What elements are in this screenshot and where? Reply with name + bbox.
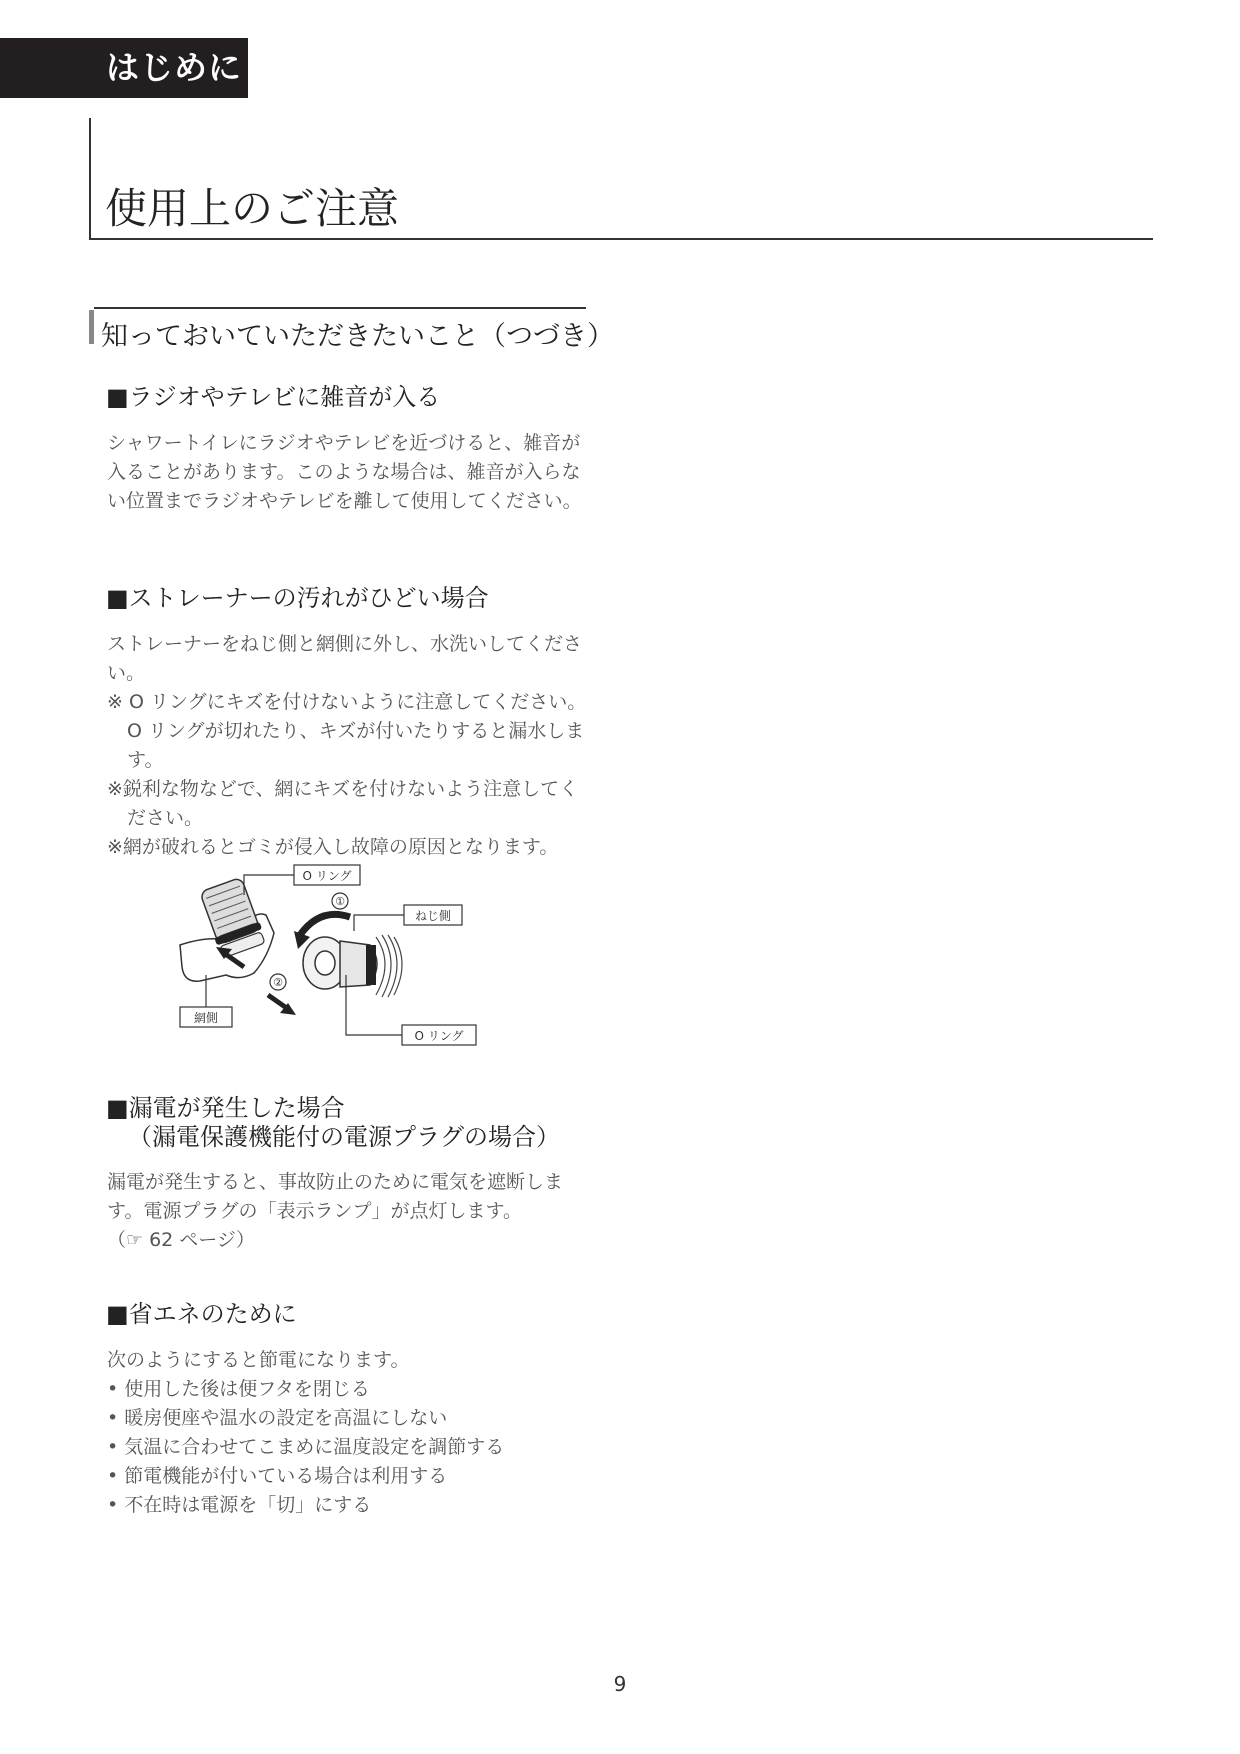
energy-item: • 節電機能が付いている場合は利用する	[107, 1465, 448, 1487]
label-oring-top: O リング	[302, 869, 352, 883]
page-number: 9	[613, 1672, 627, 1696]
section-tab: はじめに	[0, 38, 248, 98]
screw-side-part	[303, 935, 402, 997]
step-1-marker: ①	[335, 895, 345, 908]
energy-item: • 不在時は電源を「切」にする	[107, 1494, 372, 1516]
energy-intro: 次のようにすると節電になります。	[107, 1349, 410, 1371]
step-2-marker: ②	[273, 976, 283, 989]
energy-item: • 使用した後は便フタを閉じる	[107, 1378, 370, 1400]
strainer-body: ストレーナーをねじ側と網側に外し、水洗いしてください。	[107, 633, 583, 684]
strainer-note-sharp: ※鋭利な物などで、網にキズを付けないよう注意してください。	[107, 778, 579, 829]
strainer-note-mesh: ※網が破れるとゴミが侵入し故障の原因となります。	[107, 836, 559, 858]
leakage-heading-sub: （漏電保護機能付の電源プラグの場合）	[128, 1123, 560, 1151]
energy-item: • 暖房便座や温水の設定を高温にしない	[107, 1407, 448, 1429]
subsection-rule	[94, 307, 586, 309]
leakage-page-ref: （☞ 62 ページ）	[107, 1229, 255, 1251]
leakage-heading: ■漏電が発生した場合	[106, 1094, 345, 1122]
label-oring-bottom: O リング	[414, 1029, 464, 1043]
radio-heading: ■ラジオやテレビに雑音が入る	[106, 383, 441, 411]
label-mesh-side: 網側	[193, 1011, 219, 1025]
rotate-arrow-icon	[300, 914, 350, 935]
strainer-note-oring: ※ O リングにキズを付けないように注意してください。O リングが切れたり、キズが付いたりすると漏水します。	[107, 691, 587, 771]
title-rule-vertical	[89, 118, 91, 240]
strainer-illustration	[170, 863, 500, 1058]
strainer-heading: ■ストレーナーの汚れがひどい場合	[106, 584, 489, 612]
energy-heading: ■省エネのために	[106, 1300, 297, 1328]
page-title: 使用上のご注意	[105, 184, 400, 233]
title-rule-horizontal	[89, 238, 1153, 240]
label-screw-side: ねじ側	[414, 909, 452, 923]
energy-item: • 気温に合わせてこまめに温度設定を調節する	[107, 1436, 505, 1458]
leakage-body: 漏電が発生すると、事故防止のために電気を遮断します。電源プラグの「表示ランプ」が点灯します。	[107, 1171, 564, 1222]
subsection-marker	[89, 310, 94, 344]
subsection-title: 知っておいていただきたいこと（つづき）	[101, 321, 614, 352]
radio-body: シャワートイレにラジオやテレビを近づけると、雑音が入ることがあります。このような場合は、雑音が入らない位置までラジオやテレビを離して使用してください。	[107, 432, 582, 512]
